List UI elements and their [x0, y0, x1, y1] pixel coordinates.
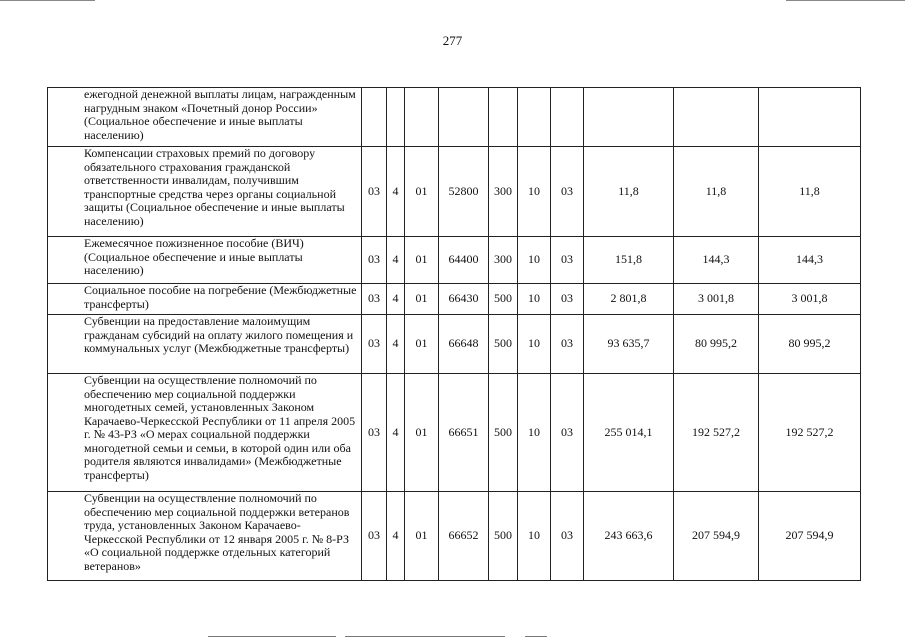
- amount-year-1: [584, 88, 674, 147]
- code-direction: 52800: [439, 147, 489, 237]
- code-subprogram: 01: [405, 315, 439, 374]
- amount-year-3: 3 001,8: [759, 284, 861, 315]
- row-description: Ежемесячное пожизненное пособие (ВИЧ) (Социальное обеспечение и иные выплаты населению): [48, 237, 362, 284]
- amount-year-3: [759, 88, 861, 147]
- code-section: 10: [518, 147, 551, 237]
- row-description: Социальное пособие на погребение (Межбюджетные трансферты): [48, 284, 362, 315]
- amount-year-2: 144,3: [674, 237, 759, 284]
- table-row: [48, 237, 861, 284]
- code-subprogram: 01: [405, 374, 439, 492]
- table-row: [48, 315, 861, 374]
- table-row: [48, 374, 861, 492]
- row-description: Субвенции на предоставление малоимущим гражданам субсидий на оплату жилого помещения и коммунальных услуг (Межбюджетные трансферты): [48, 315, 362, 374]
- code-subsection: [551, 88, 584, 147]
- table-row: [48, 284, 861, 315]
- code-section: [518, 88, 551, 147]
- code-subprogram: 01: [405, 492, 439, 581]
- code-direction: [439, 88, 489, 147]
- code-section: 10: [518, 284, 551, 315]
- amount-year-3: 207 594,9: [759, 492, 861, 581]
- row-description: Компенсации страховых премий по договору обязательного страхования гражданской ответственности инвалидам, получившим транспортные средства через органы социальной защиты (Социальное обеспечение и иные выплаты населению): [48, 147, 362, 237]
- code-expense-type: [489, 88, 518, 147]
- code-direction: 66648: [439, 315, 489, 374]
- table-row: [48, 492, 861, 581]
- code-program: 4: [387, 374, 405, 492]
- amount-year-1: 151,8: [584, 237, 674, 284]
- code-subsection: 03: [551, 374, 584, 492]
- amount-year-1: 2 801,8: [584, 284, 674, 315]
- row-description: ежегодной денежной выплаты лицам, награжденным нагрудным знаком «Почетный донор России» (Социальное обеспечение и иные выплаты населению): [48, 88, 362, 147]
- code-ministry: 03: [362, 237, 387, 284]
- code-expense-type: 500: [489, 315, 518, 374]
- scan-edge-line-left: [0, 0, 95, 1]
- amount-year-3: 11,8: [759, 147, 861, 237]
- amount-year-1: 11,8: [584, 147, 674, 237]
- code-program: 4: [387, 147, 405, 237]
- row-description: Субвенции на осуществление полномочий по обеспечению мер социальной поддержки многодетных семей, установленных Законом Карачаево-Черкесской Республики от 11 апреля 2005 г. № 43-РЗ «О мерах социальной поддержки многодетной семьи и семьи, в которой один или оба родителя являются инвалидами» (Межбюджетные трансферты): [48, 374, 362, 492]
- code-subprogram: 01: [405, 147, 439, 237]
- code-section: 10: [518, 374, 551, 492]
- scan-edge-line-bottom: [525, 636, 547, 637]
- code-ministry: 03: [362, 147, 387, 237]
- amount-year-2: 3 001,8: [674, 284, 759, 315]
- code-ministry: [362, 88, 387, 147]
- code-expense-type: 500: [489, 492, 518, 581]
- code-subsection: 03: [551, 492, 584, 581]
- row-description: Субвенции на осуществление полномочий по обеспечению мер социальной поддержки ветеранов труда, установленных Законом Карачаево-Черкесской Республики от 12 января 2005 г. № 8-РЗ «О социальной поддержке отдельных категорий ветеранов»: [48, 492, 362, 581]
- scan-edge-line-bottom: [345, 636, 505, 637]
- code-expense-type: 500: [489, 284, 518, 315]
- code-subprogram: 01: [405, 237, 439, 284]
- code-subsection: 03: [551, 237, 584, 284]
- code-subsection: 03: [551, 147, 584, 237]
- code-direction: 66651: [439, 374, 489, 492]
- code-expense-type: 300: [489, 147, 518, 237]
- scan-edge-line-bottom: [208, 636, 336, 637]
- amount-year-2: 207 594,9: [674, 492, 759, 581]
- page-number: 277: [442, 33, 463, 48]
- code-direction: 66430: [439, 284, 489, 315]
- amount-year-3: 144,3: [759, 237, 861, 284]
- code-direction: 66652: [439, 492, 489, 581]
- amount-year-2: 192 527,2: [674, 374, 759, 492]
- budget-table: [47, 87, 861, 581]
- code-subsection: 03: [551, 284, 584, 315]
- code-section: 10: [518, 237, 551, 284]
- code-ministry: 03: [362, 284, 387, 315]
- code-section: 10: [518, 492, 551, 581]
- code-program: [387, 88, 405, 147]
- code-expense-type: 300: [489, 237, 518, 284]
- amount-year-1: 93 635,7: [584, 315, 674, 374]
- code-subprogram: [405, 88, 439, 147]
- amount-year-3: 80 995,2: [759, 315, 861, 374]
- amount-year-2: [674, 88, 759, 147]
- amount-year-2: 80 995,2: [674, 315, 759, 374]
- code-subprogram: 01: [405, 284, 439, 315]
- code-subsection: 03: [551, 315, 584, 374]
- table-row: [48, 88, 861, 147]
- table-row: [48, 147, 861, 237]
- code-program: 4: [387, 315, 405, 374]
- amount-year-1: 255 014,1: [584, 374, 674, 492]
- code-ministry: 03: [362, 374, 387, 492]
- amount-year-2: 11,8: [674, 147, 759, 237]
- amount-year-3: 192 527,2: [759, 374, 861, 492]
- scan-edge-line-right: [786, 0, 905, 1]
- amount-year-1: 243 663,6: [584, 492, 674, 581]
- code-program: 4: [387, 492, 405, 581]
- code-ministry: 03: [362, 315, 387, 374]
- code-section: 10: [518, 315, 551, 374]
- code-ministry: 03: [362, 492, 387, 581]
- code-program: 4: [387, 237, 405, 284]
- code-expense-type: 500: [489, 374, 518, 492]
- code-direction: 64400: [439, 237, 489, 284]
- code-program: 4: [387, 284, 405, 315]
